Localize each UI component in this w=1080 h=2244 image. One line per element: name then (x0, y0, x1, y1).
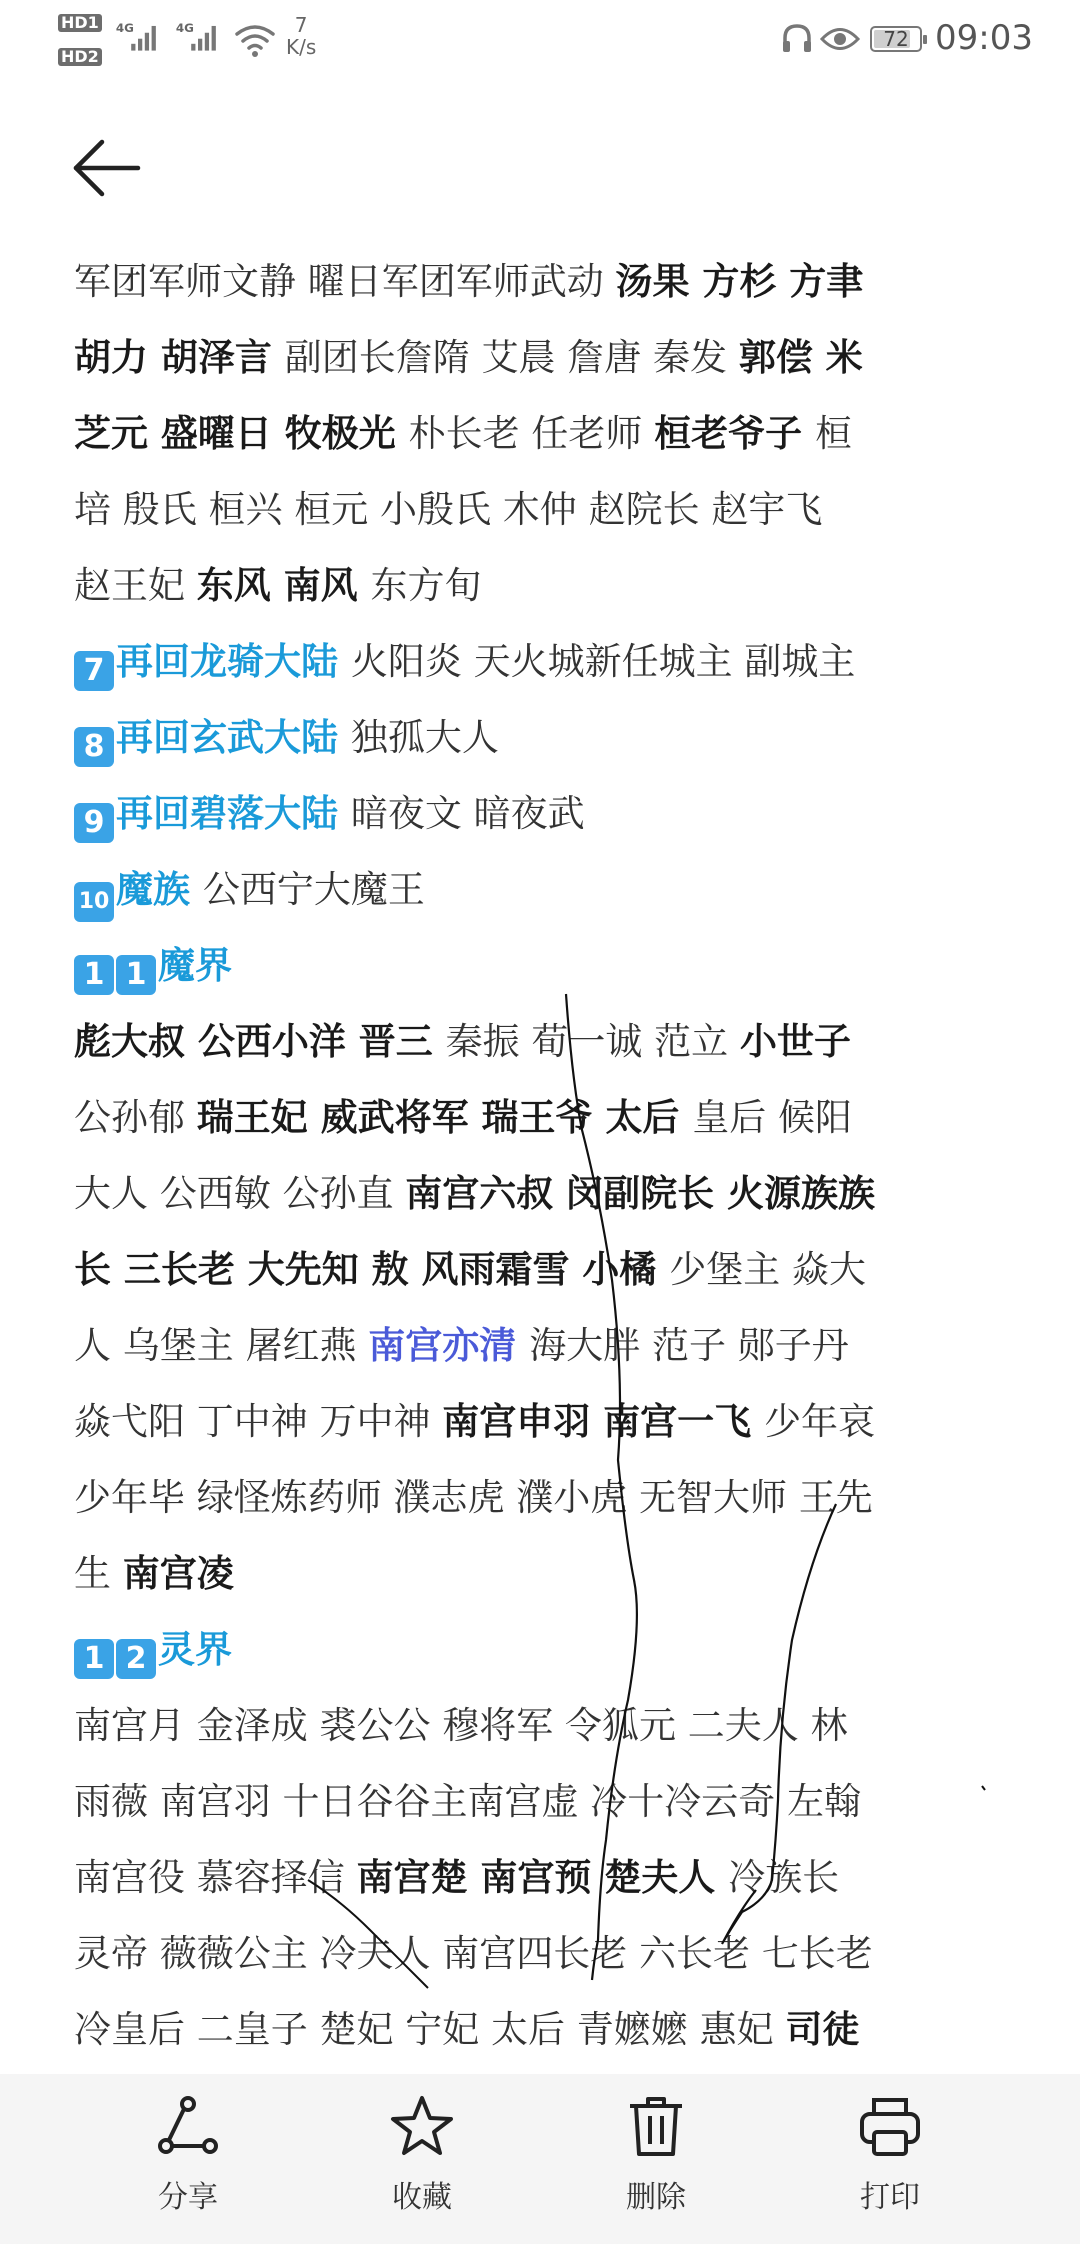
bottom-toolbar (0, 2074, 1080, 2244)
text-segment: 桓 (815, 412, 853, 455)
text-segment: 南宫月 金泽成 裘公公 穆将军 令狐元 二夫人 林 (74, 1704, 848, 1747)
keycap-number-badge: 2 (116, 1639, 156, 1679)
text-segment: 皇后 候阳 (692, 1096, 853, 1139)
text-line (74, 1688, 1014, 1764)
bold-name: 小世子 (739, 1020, 851, 1063)
text-line (74, 1916, 1014, 1992)
highlighted-name: 南宫亦清 (368, 1324, 530, 1367)
bold-name: 东风 南风 (196, 564, 371, 607)
text-segment: 赵王妃 (74, 564, 197, 607)
back-arrow-icon[interactable] (72, 132, 144, 204)
text-line (74, 1004, 1014, 1080)
text-segment: 冷族长 (728, 1856, 840, 1899)
text-segment: 人 乌堡主 屠红燕 (74, 1324, 369, 1367)
clock: 09:03 (935, 18, 1033, 58)
signal-strength-icon (172, 20, 224, 54)
text-segment: 少年哀 (764, 1400, 876, 1443)
text-segment: 灵帝 薇薇公主 冷夫人 南宫四长老 六长老 七长老 (74, 1932, 873, 1975)
text-segment: 火阳炎 天火城新任城主 副城主 (350, 640, 856, 683)
text-line (74, 1764, 1014, 1840)
text-line (74, 1156, 1014, 1232)
eye-comfort-icon (820, 24, 860, 54)
bold-name: 彪大叔 公西小洋 晋三 (74, 1020, 446, 1063)
section-heading: 魔界 (158, 944, 232, 987)
bold-name: 芝元 盛曜日 牧极光 (74, 412, 409, 455)
text-line (74, 852, 1014, 928)
text-segment: 培 殷氏 桓兴 桓元 小殷氏 木仲 赵院长 赵宇飞 (74, 488, 823, 531)
text-segment: 公西宁大魔王 (202, 868, 425, 911)
text-line (74, 928, 1014, 1004)
text-segment: 东方旬 (370, 564, 482, 607)
text-segment: 少年毕 绿怪炼药师 濮志虎 濮小虎 无智大师 王先 (74, 1476, 873, 1519)
star-icon (390, 2094, 454, 2158)
bold-name: 长 三长老 大先知 敖 风雨霜雪 小橘 (74, 1248, 670, 1291)
bold-name: 南宫申羽 南宫一飞 (442, 1400, 765, 1443)
text-line (74, 776, 1014, 852)
bold-name: 南宫六叔 闵副院长 火源族族 (405, 1172, 876, 1215)
print-label: 打印 (860, 2180, 920, 2215)
bold-name: 瑞王妃 威武将军 瑞王爷 太后 (196, 1096, 693, 1139)
section-heading: 再回玄武大陆 (116, 716, 351, 759)
text-segment: 海大胖 范子 郧子丹 (529, 1324, 849, 1367)
text-line (74, 1080, 1014, 1156)
text-line (74, 320, 1014, 396)
share-icon (156, 2094, 220, 2158)
keycap-number-badge: 10 (74, 882, 114, 922)
hd2-badge: HD2 (58, 48, 102, 66)
battery-icon (870, 26, 922, 52)
text-segment: 暗夜文 暗夜武 (350, 792, 585, 835)
status-bar (0, 0, 1080, 80)
keycap-number-badge: 9 (74, 803, 114, 843)
speed-value: 7 (294, 13, 308, 37)
text-segment: 少堡主 焱大 (669, 1248, 867, 1291)
bold-name: 汤果 方杉 方聿 (615, 260, 864, 303)
keycap-number-badge: 1 (116, 955, 156, 995)
text-line (74, 1460, 1014, 1536)
section-heading: 魔族 (116, 868, 203, 911)
text-segment: 副团长詹隋 艾晨 詹唐 秦发 (284, 336, 739, 379)
signal-strength-icon (112, 20, 164, 54)
network-type-1: 4G (115, 20, 134, 35)
text-line (74, 1612, 1014, 1688)
text-segment: 焱弋阳 丁中神 万中神 (74, 1400, 443, 1443)
text-line (74, 1232, 1014, 1308)
text-segment: 冷皇后 二皇子 楚妃 宁妃 太后 青嬷嬷 惠妃 (74, 2008, 786, 2051)
keycap-number-badge: 7 (74, 651, 114, 691)
delete-label: 删除 (626, 2180, 686, 2215)
text-line (74, 700, 1014, 776)
text-segment: 朴长老 任老师 (408, 412, 655, 455)
text-segment: 军团军师文静 曜日军团军师武动 (74, 260, 616, 303)
bold-name: 南宫凌 (122, 1552, 234, 1595)
bold-name: 南宫楚 南宫预 楚夫人 (356, 1856, 729, 1899)
text-segment: 独孤大人 (350, 716, 499, 759)
text-line (74, 472, 1014, 548)
headset-icon (780, 22, 814, 58)
bold-name: 桓老爷子 (654, 412, 816, 455)
speed-unit: K/s (286, 35, 317, 59)
text-line (74, 624, 1014, 700)
text-line (74, 1308, 1014, 1384)
keycap-number-badge: 1 (74, 955, 114, 995)
bold-name: 郭偿 米 (738, 336, 863, 379)
wifi-icon (234, 22, 276, 58)
share-label: 分享 (158, 2180, 218, 2215)
favorite-button[interactable] (342, 2094, 502, 2216)
text-line (74, 1384, 1014, 1460)
keycap-number-badge: 8 (74, 727, 114, 767)
delete-button[interactable] (576, 2094, 736, 2216)
bold-name: 司徒 (785, 2008, 860, 2051)
keycap-number-badge: 1 (74, 1639, 114, 1679)
note-content (74, 244, 1014, 2068)
section-heading: 再回龙骑大陆 (116, 640, 351, 683)
section-heading: 再回碧落大陆 (116, 792, 351, 835)
text-line (74, 1992, 1014, 2068)
text-segment: 生 (74, 1552, 123, 1595)
text-line (74, 1536, 1014, 1612)
favorite-label: 收藏 (392, 2180, 452, 2215)
section-heading: 灵界 (158, 1628, 232, 1671)
text-segment: 大人 公西敏 公孙直 (74, 1172, 406, 1215)
print-button[interactable] (810, 2094, 970, 2216)
text-segment: 秦振 荀一诚 范立 (445, 1020, 740, 1063)
text-line (74, 244, 1014, 320)
hd1-badge: HD1 (58, 14, 102, 32)
trash-icon (624, 2094, 688, 2158)
text-segment: 雨薇 南宫羽 十日谷谷主南宫虚 冷十冷云奇 左翰 (74, 1780, 862, 1823)
printer-icon (858, 2094, 922, 2158)
text-segment: 南宫役 慕容择信 (74, 1856, 357, 1899)
text-line (74, 548, 1014, 624)
network-type-2: 4G (175, 20, 194, 35)
text-segment: 公孙郁 (74, 1096, 197, 1139)
bold-name: 胡力 胡泽言 (74, 336, 285, 379)
share-button[interactable] (108, 2094, 268, 2216)
text-line (74, 1840, 1014, 1916)
battery-level: 72 (883, 27, 909, 51)
text-line (74, 396, 1014, 472)
network-speed (286, 14, 316, 58)
